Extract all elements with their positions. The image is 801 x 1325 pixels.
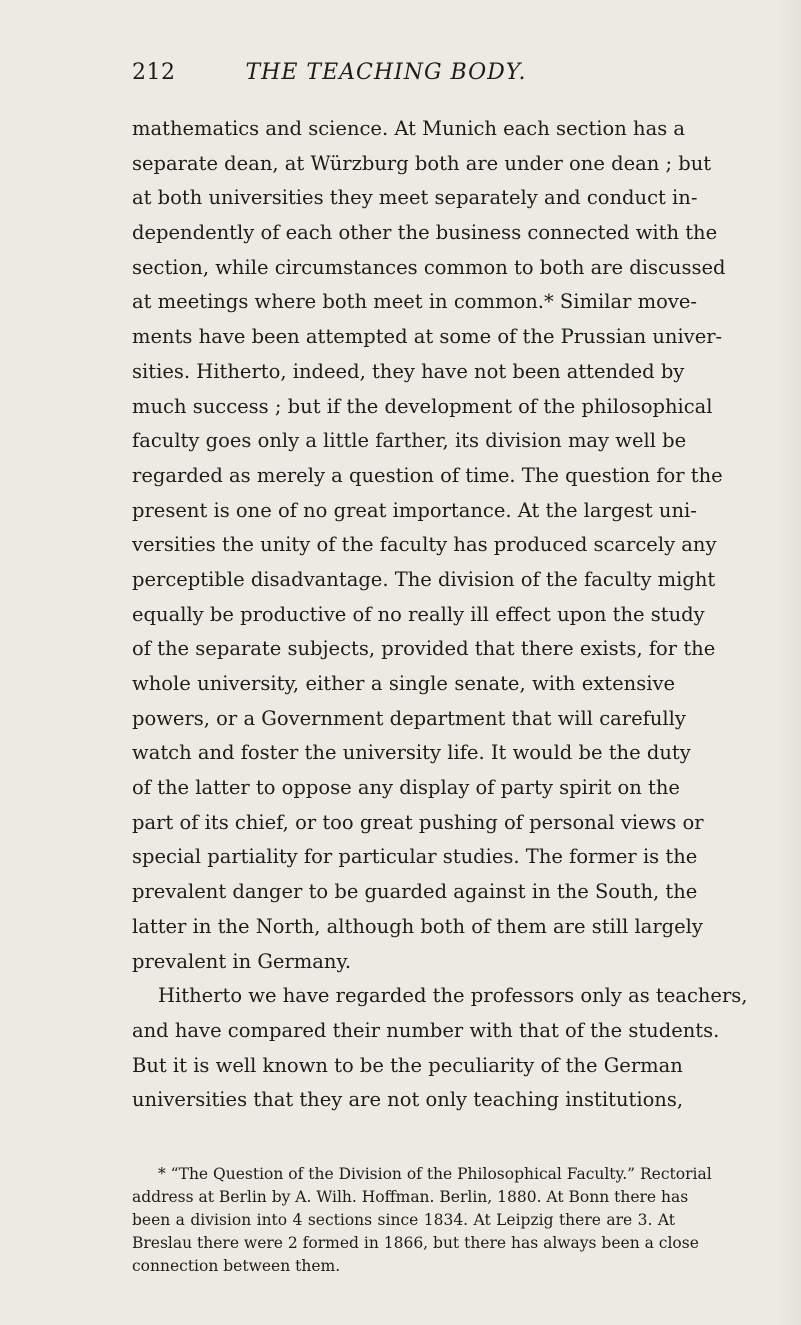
footnote-line: been a division into 4 sections since 1834. At Leipzig there are 3. At	[132, 1211, 675, 1229]
running-head: THE TEACHING BODY.	[245, 60, 527, 85]
text-line: of the separate subjects, provided that there exists, for the	[132, 637, 716, 661]
page-edge-shading	[773, 0, 801, 1325]
text-line: separate dean, at Würzburg both are under one dean ; but	[132, 151, 712, 175]
text-line: universities that they are not only teaching institutions,	[132, 1088, 684, 1112]
text-line: prevalent danger to be guarded against in the South, the	[132, 880, 698, 904]
body-text	[132, 112, 748, 1118]
text-line: versities the unity of the faculty has produced scarcely any	[132, 533, 717, 557]
text-line: present is one of no great importance. At the largest uni-	[132, 498, 697, 522]
text-line: prevalent in Germany.	[132, 949, 352, 973]
text-line: faculty goes only a little farther, its division may well be	[132, 429, 687, 453]
text-line: section, while circumstances common to both are discussed	[132, 255, 726, 279]
page-header	[132, 60, 675, 96]
text-line: latter in the North, although both of them are still largely	[132, 914, 703, 938]
text-line: But it is well known to be the peculiarity of the German	[132, 1053, 683, 1077]
text-line: watch and foster the university life. It would be the duty	[132, 741, 691, 765]
footnote-line: connection between them.	[132, 1257, 341, 1275]
text-line: dependently of each other the business connected with the	[132, 221, 718, 245]
text-line: Hitherto we have regarded the professors only as teachers,	[158, 984, 748, 1008]
footnote-line: address at Berlin by A. Wilh. Hoffman. Berlin, 1880. At Bonn there has	[132, 1188, 689, 1206]
text-line: ments have been attempted at some of the Prussian univer-	[132, 325, 723, 349]
footnote-line: Breslau there were 2 formed in 1866, but there has always been a close	[132, 1234, 699, 1252]
text-line: at meetings where both meet in common.* Similar move-	[132, 290, 697, 314]
footnote	[132, 1163, 712, 1278]
text-line: regarded as merely a question of time. The question for the	[132, 463, 723, 487]
text-line: whole university, either a single senate, with extensive	[132, 672, 675, 695]
text-line: mathematics and science. At Munich each section has a	[132, 117, 686, 140]
text-line: powers, or a Government department that will carefully	[132, 706, 686, 730]
footnote-line: * “The Question of the Division of the Philosophical Faculty.” Rectorial	[158, 1165, 712, 1183]
text-line: and have compared their number with that of the students.	[132, 1018, 720, 1042]
text-line: sities. Hitherto, indeed, they have not been attended by	[132, 359, 685, 383]
text-line: perceptible disadvantage. The division of the faculty might	[132, 567, 716, 591]
text-line: special partiality for particular studies. The former is the	[132, 845, 698, 869]
text-line: much success ; but if the development of the philosophical	[132, 394, 713, 418]
text-line: at both universities they meet separately and conduct in-	[132, 186, 698, 210]
text-line: equally be productive of no really ill effect upon the study	[132, 602, 705, 626]
text-line: part of its chief, or too great pushing of personal views or	[132, 810, 704, 834]
text-line: of the latter to oppose any display of party spirit on the	[132, 776, 680, 800]
page-number: 212	[132, 60, 176, 85]
